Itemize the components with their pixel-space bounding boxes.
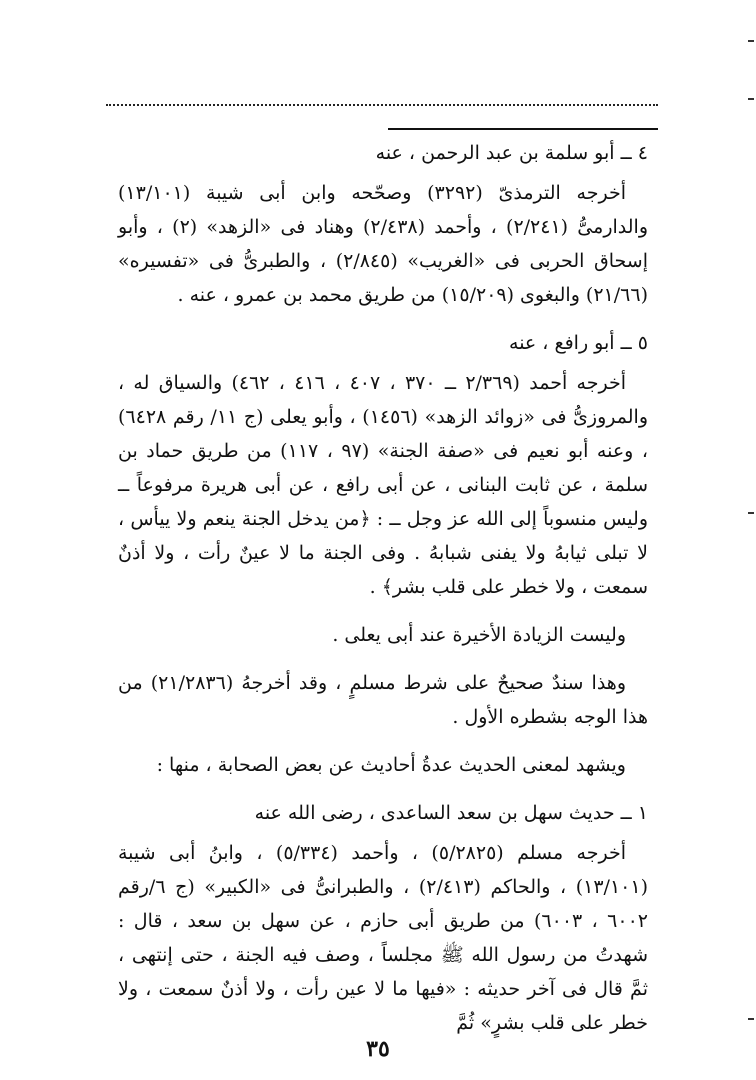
edge-mark [748, 512, 754, 514]
page-number: ٣٥ [366, 1036, 390, 1062]
section-heading-sahl-ibn-saad: ١ ــ حديث سهل بن سعد الساعدى ، رضى الله عنه [254, 802, 648, 824]
section-heading-abu-rafi: ٥ ــ أبو رافع ، عنه [509, 332, 648, 354]
edge-mark [748, 40, 754, 42]
page-body [118, 136, 648, 1040]
paragraph-isnad-sahih: وهذا سندٌ صحيحٌ على شرط مسلمٍ ، وقد أخرجهُ (٢١/٢٨٣٦) من هذا الوجه بشطره الأول . [118, 672, 648, 728]
paragraph-abu-yala-note: وليست الزيادة الأخيرة عند أبى يعلى . [332, 624, 626, 646]
edge-mark [748, 1018, 754, 1020]
paragraph-sahl-ibn-saad-sources: أخرجه مسلم (٥/٢٨٢٥) ، وأحمد (٥/٣٣٤) ، وابنُ أبى شيبة (١٣/١٠١) ، والحاكم (٢/٤١٣) ، والطبرانىُّ فى «الكبير» (ج ٦/رقم ٦٠٠٢ ، ٦٠٠٣) من طريق أبى حازم ، عن سهل بن سعد ، قال : شهدتُ من رسول الله ﷺ مجلساً ، وصف فيه الجنة ، حتى إنتهى ، ثمَّ قال فى آخر حديثه : «فيها ما لا عين رأت ، ولا أذنٌ سمعت ، ولا خطر على قلب بشرٍ» ثُمَّ [118, 842, 648, 1034]
paragraph-abu-rafi-sources: أخرجه أحمد (٢/٣٦٩ ــ ٣٧٠ ، ٤٠٧ ، ٤١٦ ، ٤٦٢) والسياق له ، والمروزىُّ فى «زوائد الزهد» (١٤٥٦) ، وأبو يعلى (ج ١١/ رقم ٦٤٢٨) ، وعنه أبو نعيم فى «صفة الجنة» (٩٧ ، ١١٧) من طريق حماد بن سلمة ، عن ثابت البنانى ، عن أبى رافع ، عن أبى هريرة مرفوعاً ــ وليس منسوباً إلى الله عز وجل ــ : ﴿من يدخل الجنة ينعم ولا ييأس ، لا تبلى ثيابهُ ولا يفنى شبابهُ . وفى الجنة ما لا عينٌ رأت ، ولا أذنٌ سمعت ، ولا خطر على قلب بشر﴾ . [118, 372, 648, 598]
edge-mark [748, 98, 754, 100]
section-heading-abu-salama: ٤ ــ أبو سلمة بن عبد الرحمن ، عنه [375, 142, 648, 164]
paragraph-abu-salama-sources: أخرجه الترمذىّ (٣٢٩٢) وصحّحه وابن أبى شيبة (١٣/١٠١) والدارمىُّ (٢/٢٤١) ، وأحمد (٢/٤٣٨) وهناد فى «الزهد» (٢) ، وأبو إسحاق الحربى فى «الغريب» (٢/٨٤٥) ، والطبرىُّ فى «تفسيره» (٢١/٦٦) والبغوى (١٥/٢٠٩) من طريق محمد بن عمرو ، عنه . [118, 182, 648, 306]
footnote-dotted-separator [106, 104, 658, 106]
paragraph-supporting-hadiths: ويشهد لمعنى الحديث عدةُ أحاديث عن بعض الصحابة ، منها : [156, 754, 626, 776]
footnote-solid-rule [388, 128, 658, 130]
